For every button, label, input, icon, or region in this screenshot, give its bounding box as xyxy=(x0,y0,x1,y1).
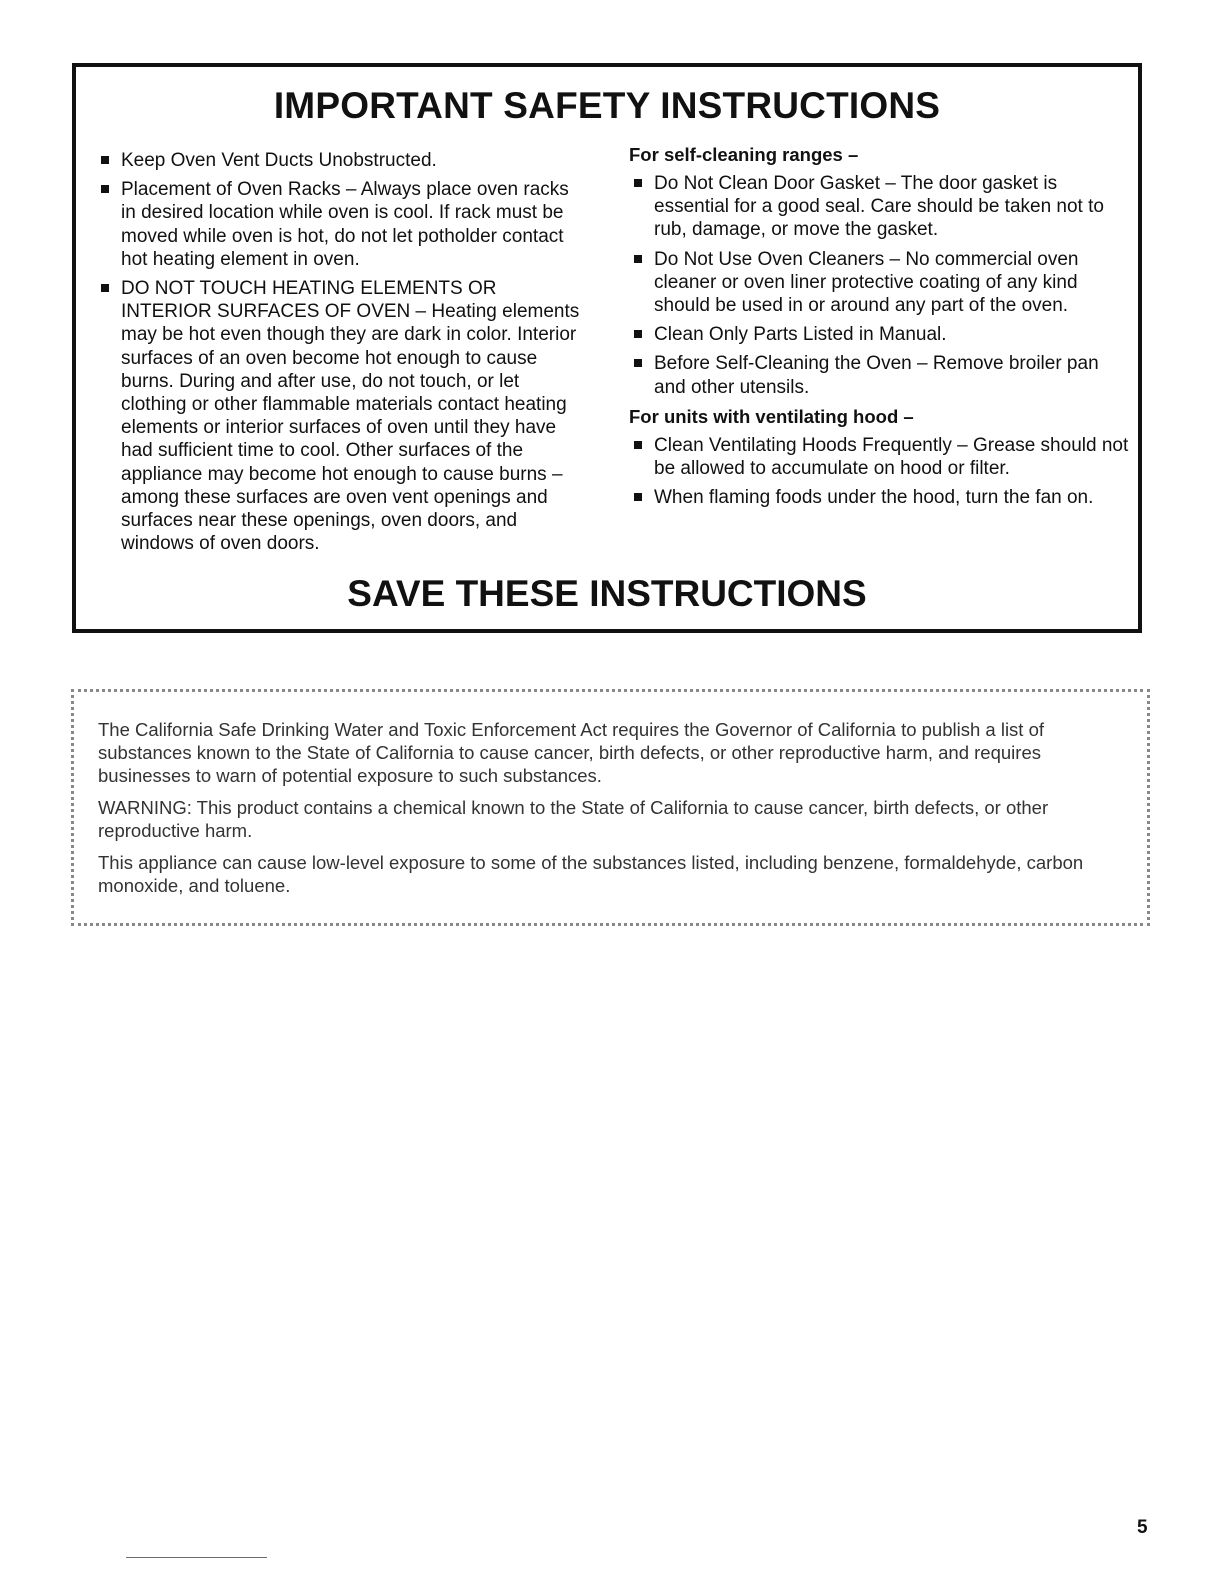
square-bullet-icon xyxy=(634,255,642,263)
prop65-notice-box xyxy=(71,689,1150,926)
list-item: Clean Only Parts Listed in Manual. xyxy=(629,323,1129,346)
square-bullet-icon xyxy=(634,179,642,187)
self-cleaning-heading: For self-cleaning ranges – xyxy=(629,144,859,165)
prop65-warning: WARNING: This product contains a chemical known to the State of California to cause cancer, birth defects, or other reproductive harm. xyxy=(98,797,1049,841)
ventilating-hood-list xyxy=(629,434,1129,510)
square-bullet-icon xyxy=(634,441,642,449)
page-number: 5 xyxy=(1137,1517,1148,1538)
list-item: Do Not Use Oven Cleaners – No commercial oven cleaner or oven liner protective coating of any kind should be used in or around any part of the oven. xyxy=(629,248,1129,318)
list-item: Keep Oven Vent Ducts Unobstructed. xyxy=(96,149,582,172)
square-bullet-icon xyxy=(101,156,109,164)
list-item: When flaming foods under the hood, turn the fan on. xyxy=(629,486,1129,509)
list-item: Placement of Oven Racks – Always place oven racks in desired location while oven is cool. If rack must be moved while oven is hot, do not let potholder contact hot heating element in oven. xyxy=(96,178,582,271)
save-instructions-title: SAVE THESE INSTRUCTIONS xyxy=(347,573,867,614)
footer-divider xyxy=(126,1557,267,1558)
list-item: DO NOT TOUCH HEATING ELEMENTS OR INTERIOR SURFACES OF OVEN – Heating elements may be hot even though they are dark in color. Interior surfaces of an oven become hot enough to cause burns. During and after use, do not touch, or let clothing or other flammable materials contact heating elements or interior surfaces of oven until they have had sufficient time to cool. Other surfaces of the appliance may become hot enough to cause burns – among these surfaces are oven vent openings and surfaces near these openings, oven doors, and windows of oven doors. xyxy=(96,277,582,555)
self-cleaning-list xyxy=(629,172,1129,399)
list-item: Before Self-Cleaning the Oven – Remove broiler pan and other utensils. xyxy=(629,352,1129,398)
safety-title: IMPORTANT SAFETY INSTRUCTIONS xyxy=(273,85,941,126)
safety-instructions-box xyxy=(72,63,1142,633)
prop65-paragraph: The California Safe Drinking Water and Toxic Enforcement Act requires the Governor of California to publish a list of substances known to the State of California to cause cancer, birth defects, or other reproductive harm, and requires businesses to warn of potential exposure to such substances. xyxy=(98,719,1045,786)
square-bullet-icon xyxy=(634,359,642,367)
left-column xyxy=(96,149,582,561)
square-bullet-icon xyxy=(101,185,109,193)
ventilating-hood-heading: For units with ventilating hood – xyxy=(629,405,914,427)
list-item: Clean Ventilating Hoods Frequently – Grease should not be allowed to accumulate on hood or filter. xyxy=(629,434,1129,480)
square-bullet-icon xyxy=(101,284,109,292)
left-bullet-list xyxy=(96,149,582,555)
list-item: Do Not Clean Door Gasket – The door gasket is essential for a good seal. Care should be taken not to rub, damage, or move the gasket. xyxy=(629,172,1129,242)
right-column xyxy=(629,143,1129,515)
square-bullet-icon xyxy=(634,493,642,501)
prop65-paragraph: This appliance can cause low-level exposure to some of the substances listed, including benzene, formaldehyde, carbon monoxide, and toluene. xyxy=(98,852,1084,896)
square-bullet-icon xyxy=(634,330,642,338)
